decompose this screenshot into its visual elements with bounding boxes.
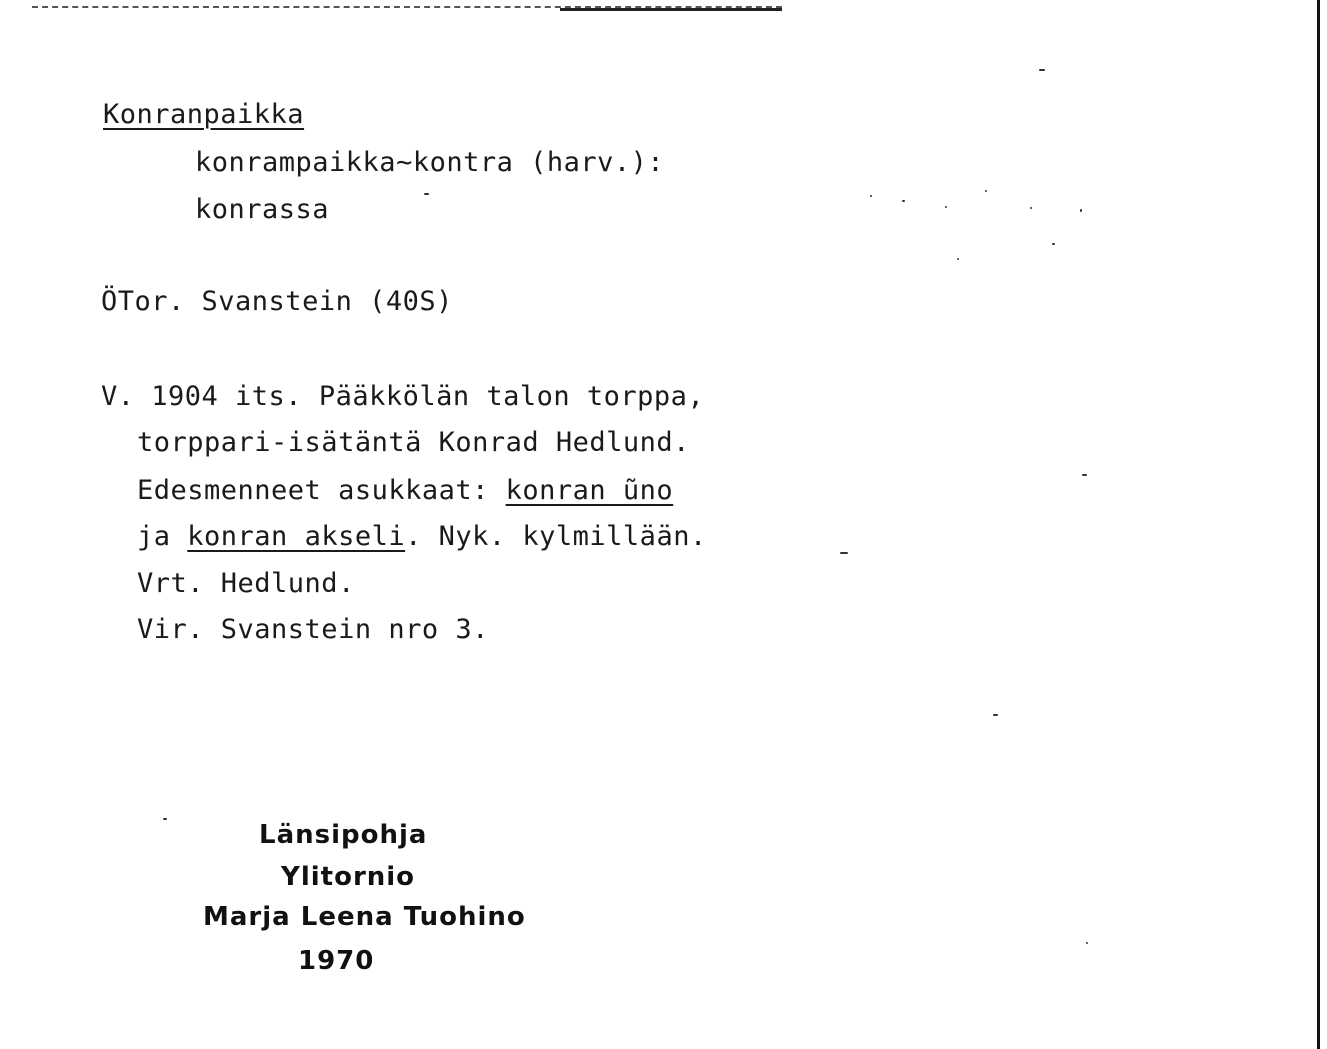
scan-speck [870, 195, 872, 197]
stamp-parish: Ylitornio [281, 862, 416, 892]
scan-speck [424, 193, 429, 195]
body-line-5: Vrt. Hedlund. [137, 568, 355, 599]
scan-speck [1052, 243, 1055, 245]
scan-speck [1039, 69, 1045, 71]
body-line-3-text: Edesmenneet asukkaat: [137, 475, 506, 506]
scan-speck [985, 190, 987, 192]
forms-line-1: konrampaikka~kontra (harv.): [195, 147, 665, 178]
source-line: ÖTor. Svanstein (40S) [101, 286, 453, 317]
stamp-region: Länsipohja [259, 820, 428, 850]
scan-speck [1082, 474, 1087, 476]
forms-line-2: konrassa [195, 194, 330, 225]
card-heading: Konranpaikka [103, 99, 305, 130]
body-line-6: Vir. Svanstein nro 3. [137, 614, 489, 645]
scan-speck [957, 258, 959, 260]
body-line-4-rest: . Nyk. kylmillään. [405, 521, 707, 552]
scan-speck [993, 714, 998, 716]
right-edge-rule [1317, 0, 1320, 1049]
scan-speck [1080, 209, 1082, 212]
scan-speck [840, 552, 848, 554]
scan-speck [902, 200, 905, 202]
body-line-1: V. 1904 its. Pääkkölän talon torppa, [101, 381, 705, 412]
scan-speck [1086, 942, 1088, 944]
stamp-collector: Marja Leena Tuohino [203, 902, 526, 932]
top-edge-rule-solid [560, 8, 782, 11]
scan-speck [163, 818, 167, 820]
scan-speck [945, 206, 947, 208]
body-line-4 [137, 521, 707, 553]
resident-name-2: konran akseli [187, 521, 406, 552]
scan-speck [1030, 207, 1032, 209]
stamp-year: 1970 [298, 946, 375, 976]
body-line-2: torppari-isätäntä Konrad Hedlund. [137, 427, 690, 458]
body-line-4-text: ja [137, 521, 188, 552]
body-line-3 [137, 475, 673, 507]
resident-name-1: konran ũno [505, 475, 674, 506]
